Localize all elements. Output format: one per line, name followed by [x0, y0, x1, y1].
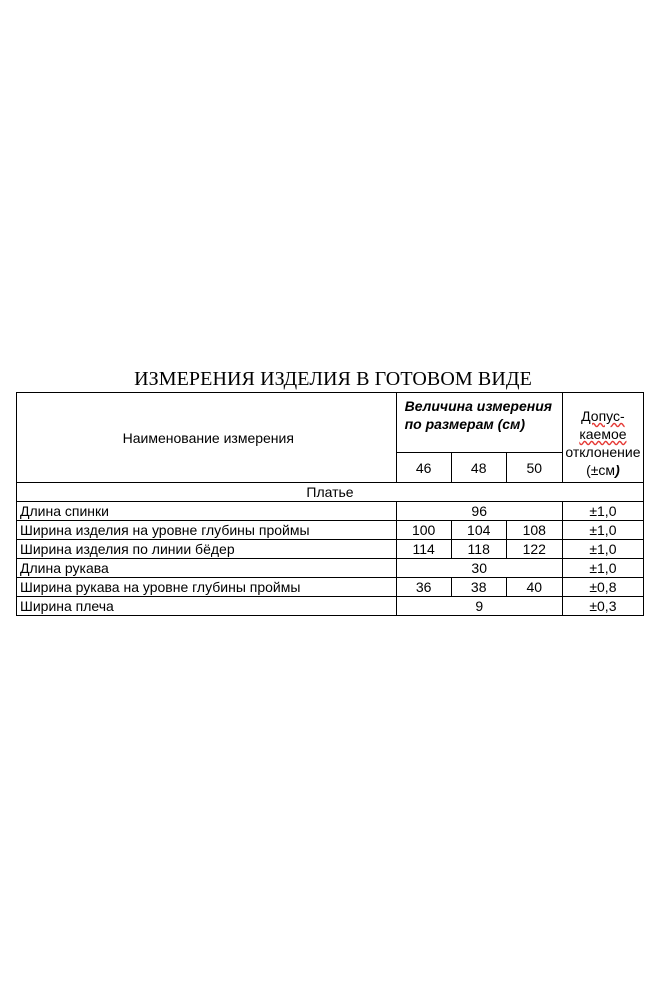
row-tolerance: ±1,0: [562, 502, 643, 521]
size-48: 48: [451, 453, 506, 483]
tolerance-line-1: Допус-: [581, 408, 625, 424]
section-dress: Платье: [17, 483, 644, 502]
row-name: Длина рукава: [17, 559, 397, 578]
table-row: [17, 521, 644, 540]
row-value-46: 114: [396, 540, 451, 559]
row-tolerance: ±0,3: [562, 597, 643, 616]
row-value-50: 40: [506, 578, 562, 597]
row-value-46: 36: [396, 578, 451, 597]
tolerance-line-4-end: ): [615, 462, 620, 478]
tolerance-line-3: отклонение: [565, 444, 641, 460]
tolerance-line-4: (±см: [586, 462, 616, 478]
row-name: Ширина рукава на уровне глубины проймы: [17, 578, 397, 597]
header-size-values: Величина измерения по размерам (см): [396, 393, 562, 453]
row-tolerance: ±1,0: [562, 559, 643, 578]
row-value-48: 38: [451, 578, 506, 597]
size-46: 46: [396, 453, 451, 483]
header-tolerance: [562, 393, 643, 483]
row-value-46: 100: [396, 521, 451, 540]
table-row: [17, 578, 644, 597]
size-50: 50: [506, 453, 562, 483]
row-value: 96: [396, 502, 562, 521]
row-value-50: 122: [506, 540, 562, 559]
header-measurement-name: Наименование измерения: [17, 393, 397, 483]
row-name: Длина спинки: [17, 502, 397, 521]
row-name: Ширина изделия на уровне глубины проймы: [17, 521, 397, 540]
measurements-table: [16, 392, 644, 616]
row-value-48: 118: [451, 540, 506, 559]
row-name: Ширина плеча: [17, 597, 397, 616]
document-title: ИЗМЕРЕНИЯ ИЗДЕЛИЯ В ГОТОВОМ ВИДЕ: [134, 368, 532, 390]
table-row: [17, 559, 644, 578]
row-value: 9: [396, 597, 562, 616]
row-value-48: 104: [451, 521, 506, 540]
tolerance-line-2: каемое: [579, 426, 627, 442]
table-row: [17, 540, 644, 559]
table-row: [17, 597, 644, 616]
row-tolerance: ±1,0: [562, 521, 643, 540]
row-value-50: 108: [506, 521, 562, 540]
table-row: [17, 502, 644, 521]
row-value: 30: [396, 559, 562, 578]
row-name: Ширина изделия по линии бёдер: [17, 540, 397, 559]
row-tolerance: ±1,0: [562, 540, 643, 559]
row-tolerance: ±0,8: [562, 578, 643, 597]
